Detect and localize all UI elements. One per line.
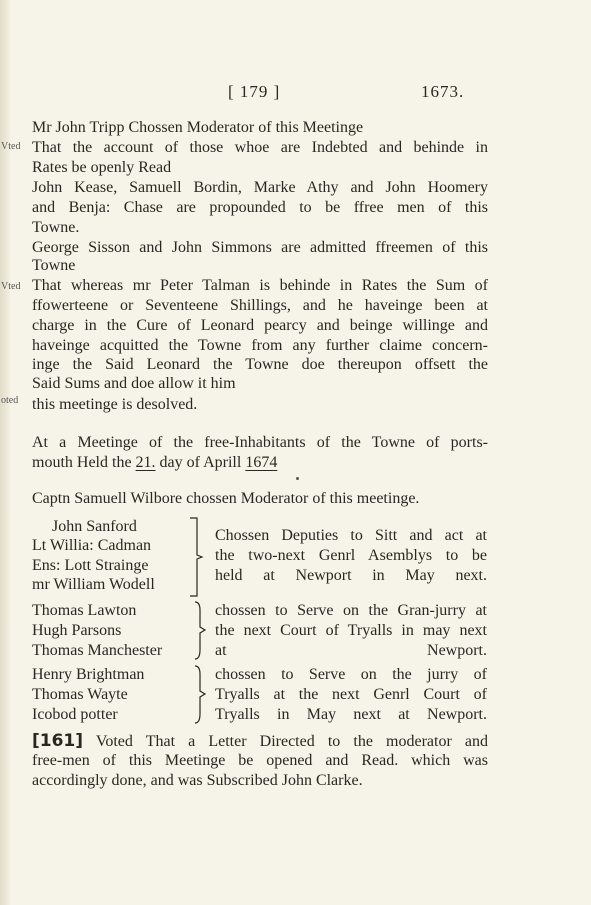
jury-text-line: Tryalls at the next Genrl Court of (215, 686, 487, 703)
text-line: Said Sums and doe allow it him (32, 375, 236, 392)
margin-note: Vted (1, 281, 21, 292)
ink-dot (296, 477, 299, 480)
date-day: 21. (135, 454, 156, 471)
deputy-name: John Sanford (52, 518, 137, 535)
deputy-name: Ens: Lott Strainge (32, 557, 149, 574)
text-fragment: Voted That a Letter Directed to the moderator and (83, 733, 488, 750)
grand-jury-name: Thomas Manchester (32, 642, 163, 659)
text-line: and Benja: Chase are propounded to be ffree men of this (32, 199, 488, 216)
text-line: free-men of this Meetinge be opened and Read. which was (32, 752, 488, 769)
text-line: haveinge acquitted the Towne from any further claime concern- (32, 337, 488, 354)
brace-bracket (193, 664, 209, 726)
text-line: At a Meetinge of the free-Inhabitants of the Towne of ports- (32, 434, 488, 451)
grand-jury-text-line: at Newport. (215, 642, 487, 659)
page-year: 1673. (421, 82, 465, 101)
grand-jury-text-line: the next Court of Tryalls in may next (215, 622, 487, 639)
page-number: [ 179 ] (228, 82, 281, 101)
deputies-text-line: held at Newport in May next. (215, 567, 487, 584)
text-line: That the account of those whoe are Indebted and behinde in (32, 139, 488, 156)
text-line: Captn Samuell Wilbore chossen Moderator of this meetinge. (32, 490, 420, 507)
text-line: this meetinge is desolved. (32, 396, 198, 413)
text-line: Mr John Tripp Chossen Moderator of this Meetinge (32, 119, 364, 136)
jury-name: Henry Brightman (32, 666, 145, 683)
deputies-text-line: the two-next Genrl Asemblys to be (215, 547, 487, 564)
jury-name: Thomas Wayte (32, 686, 128, 703)
text-line: Rates be openly Read (32, 159, 172, 176)
jury-text-line: Tryalls in May next at Newport. (215, 706, 487, 723)
text-line: charge in the Cure of Leonard pearcy and beinge willinge and (32, 317, 488, 334)
brace-bracket (188, 516, 208, 598)
brace-bracket (193, 600, 209, 662)
text-line: inge the Said Leonard the Towne doe thereupon offsett the (32, 356, 488, 373)
deputies-text-line: Chossen Deputies to Sitt and act at (215, 527, 487, 544)
grand-jury-text-line: chossen to Serve on the Gran-jurry at (215, 602, 487, 619)
margin-note: Vted (1, 141, 21, 152)
final-line (32, 731, 488, 752)
grand-jury-name: Thomas Lawton (32, 602, 137, 619)
meeting-date-line (32, 453, 488, 473)
record-number-badge: [161] (32, 731, 84, 751)
text-line: That whereas mr Peter Talman is behinde in Rates the Sum of (32, 277, 488, 294)
text-line: Towne. (32, 219, 80, 236)
text-line: ffowerteene or Seventeene Shillings, and he haveinge been at (32, 297, 488, 314)
jury-name: Icobod potter (32, 706, 118, 723)
deputy-name: mr William Wodell (32, 576, 155, 593)
text-line: accordingly done, and was Subscribed John Clarke. (32, 772, 363, 789)
jury-text-line: chossen to Serve on the jurry of (215, 666, 487, 683)
date-year: 1674 (245, 454, 278, 471)
grand-jury-name: Hugh Parsons (32, 622, 122, 639)
text-fragment: mouth Held the (32, 454, 136, 471)
deputy-name: Lt Willia: Cadman (32, 537, 152, 554)
text-line: George Sisson and John Simmons are admitted ffreemen of this (32, 239, 488, 256)
page-gutter (0, 0, 10, 905)
text-line: John Kease, Samuell Bordin, Marke Athy and John Hoomery (32, 179, 488, 196)
text-line: Towne (32, 257, 76, 274)
margin-note: oted (1, 395, 19, 406)
text-fragment: day of Aprill (155, 454, 246, 471)
